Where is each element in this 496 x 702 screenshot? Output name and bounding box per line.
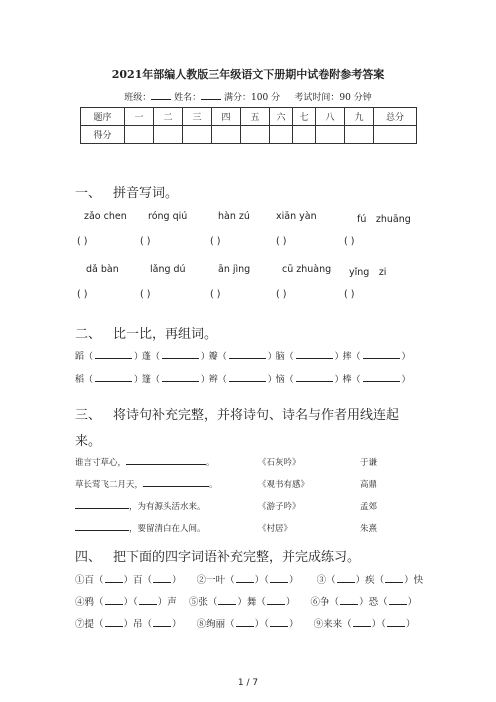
name-blank [201, 91, 221, 100]
idiom-text: ）快 [404, 575, 424, 586]
poem-line-4 [75, 522, 206, 534]
poem-author: 高鼎 [360, 480, 378, 490]
idiom-blank[interactable] [236, 575, 254, 583]
compare-blank[interactable] [363, 374, 400, 382]
score-row-label: 得分 [81, 126, 125, 144]
poem-title: 《游子吟》 [258, 502, 301, 512]
score-cell[interactable] [345, 126, 374, 144]
section2-title: 比一比，再组词。 [113, 327, 218, 342]
idiom-text: ⑨来来（ [313, 619, 352, 630]
score-header-cell: 九 [345, 108, 374, 126]
score-cell[interactable] [270, 126, 293, 144]
class-blank [151, 91, 171, 100]
answer-box[interactable]: ( ) [210, 236, 221, 247]
idiom-blank[interactable] [105, 597, 123, 605]
section3-heading-cont: 来。 [75, 434, 102, 449]
section3-heading [75, 404, 399, 423]
compare-item: 蓬（ ） [141, 352, 210, 362]
idiom-text: ）百（ [123, 575, 153, 586]
idiom-text: ⑦提（ [75, 619, 104, 630]
pinyin-row2-item: yǐng zi [349, 267, 387, 278]
idiom-blank[interactable] [236, 619, 254, 627]
answer-box[interactable]: ( ) [276, 236, 287, 247]
poem-author: 孟郊 [360, 502, 378, 512]
idiom-blank[interactable] [105, 619, 123, 627]
idiom-blank[interactable] [139, 597, 157, 605]
idiom-text: ） [288, 575, 299, 586]
poem-title: 《村居》 [258, 524, 293, 534]
idiom-text: ） [407, 597, 418, 608]
section2-heading [75, 323, 217, 342]
pinyin-row1-item: fú zhuāng [357, 214, 411, 225]
score-cell[interactable] [125, 126, 154, 144]
idiom-blank[interactable] [267, 597, 285, 605]
compare-item: 恼（ ） [275, 375, 344, 385]
poem-author: 朱熹 [360, 524, 378, 534]
section2-number: 二、 [75, 327, 102, 342]
idiom-text: ）疾（ [355, 575, 385, 586]
poem-text: 草长莺飞二月天， [75, 480, 144, 490]
poem-line-1 [75, 456, 215, 468]
idiom-text: ③（ [316, 575, 336, 586]
idiom-blank[interactable] [385, 575, 403, 583]
score-table-header-row [81, 108, 417, 126]
page-title: 2021年部编人教版三年级语文下册期中试卷附参考答案 [111, 68, 385, 81]
idiom-blank[interactable] [353, 619, 371, 627]
idiom-blank[interactable] [387, 619, 405, 627]
idiom-text: ）声 [157, 597, 177, 608]
idiom-text: ）（ [371, 619, 386, 630]
poem-text: ，为有源头活水来。 [129, 502, 206, 512]
section4-number: 四、 [75, 550, 102, 565]
compare-blank[interactable] [95, 374, 132, 382]
score-cell[interactable] [154, 126, 183, 144]
score-cell[interactable] [316, 126, 345, 144]
answer-box[interactable]: ( ) [210, 289, 221, 300]
name-label: 姓名： [174, 93, 202, 103]
idiom-text: ）（ [123, 597, 138, 608]
idiom-text: ） [285, 597, 296, 608]
pinyin-row1-item: xiān yàn [276, 211, 317, 222]
score-cell[interactable] [293, 126, 316, 144]
compare-blank[interactable] [229, 374, 266, 382]
compare-item: 辫（ ） [208, 375, 277, 385]
compare-char: 恼 [275, 375, 285, 385]
compare-blank[interactable] [162, 351, 199, 359]
poem-line-3 [75, 500, 206, 512]
idiom-text: ）舞（ [237, 597, 266, 608]
answer-box[interactable]: ( ) [77, 289, 88, 300]
score-header-cell: 四 [212, 108, 241, 126]
full-score: 满分：100 分 [224, 93, 281, 103]
section1-title: 拼音写词。 [113, 186, 179, 201]
poem-text: ，要留清白在人间。 [129, 524, 206, 534]
compare-char: 摔 [342, 352, 352, 362]
compare-char: 蓬 [141, 352, 151, 362]
score-table-score-row [81, 126, 417, 144]
poem-title: 《观书有感》 [258, 480, 310, 490]
compare-row-2 [75, 372, 411, 385]
compare-char: 稻 [75, 375, 85, 385]
score-header-cell: 八 [316, 108, 345, 126]
idiom-blank[interactable] [270, 619, 288, 627]
score-cell[interactable] [374, 126, 417, 144]
idiom-blank[interactable] [153, 575, 171, 583]
compare-row-1 [75, 349, 411, 362]
score-header-cell: 总分 [374, 108, 417, 126]
idiom-text: ）（ [254, 575, 269, 586]
idiom-text: ） [288, 619, 299, 630]
pinyin-row2-item: cū zhuàng [282, 264, 332, 275]
answer-box[interactable]: ( ) [344, 289, 355, 300]
score-header-cell: 七 [293, 108, 316, 126]
poem-blank[interactable] [143, 478, 209, 487]
compare-char: 脑 [275, 352, 285, 362]
compare-item: 棒（ ） [342, 375, 411, 385]
score-cell[interactable] [212, 126, 241, 144]
pinyin-row2-item: ān jìng [218, 264, 251, 275]
answer-box[interactable]: ( ) [276, 289, 287, 300]
idiom-text: ⑥争（ [310, 597, 340, 608]
answer-box[interactable]: ( ) [344, 236, 355, 247]
poem-blank[interactable] [75, 522, 129, 531]
compare-item: 脑（ ） [275, 352, 344, 362]
exam-info [0, 90, 496, 103]
pinyin-row1-item: zǎo chen [84, 211, 127, 222]
pinyin-row2-item: dǎ bàn [86, 264, 119, 275]
idiom-blank[interactable] [340, 597, 358, 605]
idiom-text: ）（ [254, 619, 269, 630]
compare-char: 瓣 [208, 352, 218, 362]
compare-char: 篷 [141, 375, 151, 385]
idiom-row-3 [75, 616, 415, 630]
poem-title: 《石灰吟》 [258, 458, 301, 468]
idiom-blank[interactable] [153, 619, 171, 627]
idiom-text: ） [405, 619, 416, 630]
score-header-cell: 五 [241, 108, 270, 126]
poem-author: 于谦 [360, 458, 378, 468]
section1-heading [75, 182, 178, 201]
section3-number: 三、 [75, 408, 102, 423]
compare-blank[interactable] [296, 374, 333, 382]
idiom-blank[interactable] [337, 575, 355, 583]
idiom-blank[interactable] [105, 575, 123, 583]
idiom-text: ①百（ [75, 575, 104, 586]
compare-blank[interactable] [95, 351, 132, 359]
idiom-text: ④鸦（ [75, 597, 104, 608]
poem-text: 谁言寸草心， [75, 458, 127, 468]
section4-title: 把下面的四字词语补充完整，并完成练习。 [113, 550, 361, 565]
compare-blank[interactable] [229, 351, 266, 359]
exam-time: 考试时间：90 分钟 [294, 93, 372, 103]
idiom-blank[interactable] [389, 597, 407, 605]
idiom-text: ⑧绚丽（ [196, 619, 235, 630]
compare-blank[interactable] [162, 374, 199, 382]
compare-blank[interactable] [296, 351, 333, 359]
compare-char: 棒 [342, 375, 352, 385]
idiom-text: ）吊（ [123, 619, 153, 630]
answer-box[interactable]: ( ) [77, 236, 88, 247]
score-header-cell: 三 [183, 108, 212, 126]
compare-item: 瓣（ ） [208, 352, 277, 362]
idiom-text: ）恐（ [359, 597, 388, 608]
poem-blank[interactable] [126, 456, 206, 465]
page-number: 1 / 7 [237, 678, 259, 688]
score-cell[interactable] [183, 126, 212, 144]
pinyin-row1-item: hàn zú [218, 211, 250, 222]
idiom-text: ⑤张（ [188, 597, 218, 608]
section1-number: 一、 [75, 186, 102, 201]
class-label: 班级： [124, 93, 152, 103]
pinyin-row2-item: lǎng dú [150, 264, 186, 275]
idiom-row-2 [75, 594, 417, 608]
compare-char: 蹈 [75, 352, 85, 362]
idiom-blank[interactable] [270, 575, 288, 583]
poem-text: 。 [206, 458, 215, 468]
answer-box[interactable]: ( ) [140, 236, 151, 247]
compare-item: 摔（ ） [342, 352, 411, 362]
answer-box[interactable]: ( ) [140, 289, 151, 300]
idiom-text: ） [172, 619, 182, 630]
idiom-text: ） [172, 575, 182, 586]
score-table [80, 107, 417, 144]
poem-blank[interactable] [75, 500, 129, 509]
score-header-cell: 二 [154, 108, 183, 126]
poem-line-2 [75, 478, 218, 490]
idiom-row-1 [75, 572, 423, 586]
pinyin-row1-item: róng qiú [148, 211, 188, 222]
score-header-cell: 题序 [81, 108, 125, 126]
score-cell[interactable] [241, 126, 270, 144]
section4-heading [75, 546, 360, 565]
compare-blank[interactable] [363, 351, 400, 359]
compare-item: 蹈（ ） [75, 352, 144, 362]
idiom-text: ②一叶（ [196, 575, 235, 586]
score-header-cell: 一 [125, 108, 154, 126]
section3-title: 将诗句补充完整，并将诗句、诗名与作者用线连起 [113, 408, 400, 423]
poem-text: 。 [209, 480, 218, 490]
compare-item: 稻（ ） [75, 375, 144, 385]
idiom-blank[interactable] [218, 597, 236, 605]
compare-item: 篷（ ） [141, 375, 210, 385]
score-header-cell: 六 [270, 108, 293, 126]
compare-char: 辫 [208, 375, 218, 385]
